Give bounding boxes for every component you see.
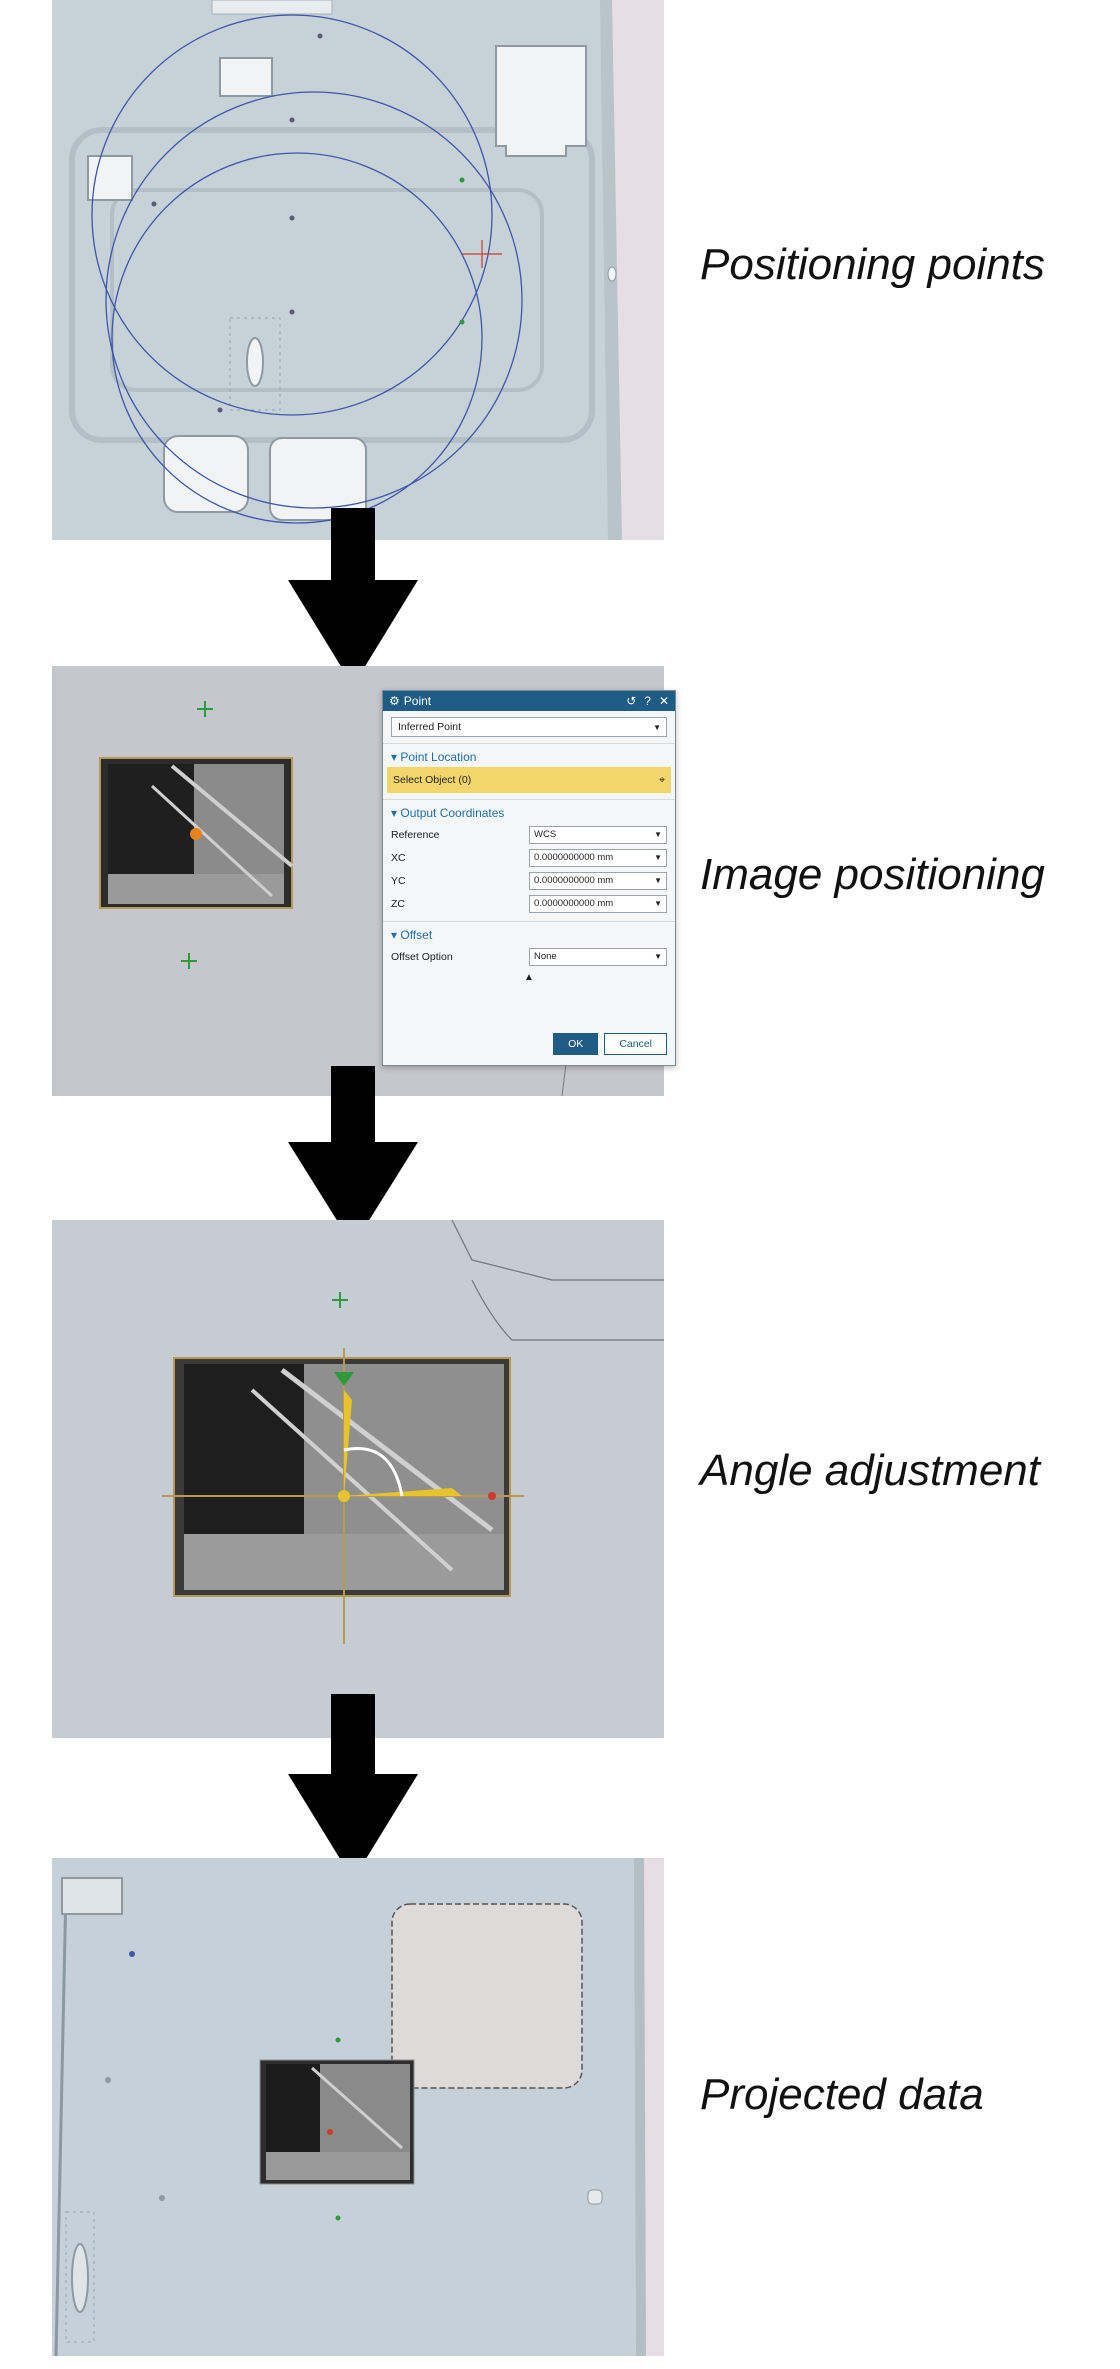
point-select-icon[interactable]: ⌖: [659, 773, 665, 786]
chevron-down-icon: ▼: [654, 952, 662, 961]
chevron-down-icon: ▼: [654, 876, 662, 885]
point-type-dropdown[interactable]: [391, 717, 667, 737]
close-icon[interactable]: ✕: [658, 694, 669, 708]
yc-row: [383, 869, 675, 892]
reference-label: Reference: [391, 828, 440, 841]
step-label-projected-data: Projected data: [700, 2070, 984, 2119]
reference-dropdown[interactable]: [529, 826, 667, 844]
dialog-title: Point: [403, 694, 432, 708]
point-location-header-label: Point Location: [400, 750, 477, 764]
chevron-down-icon: ▼: [653, 722, 661, 732]
offset-header-label: Offset: [400, 928, 433, 942]
arrow-down-icon: [288, 1066, 418, 1246]
step-label-angle-adjustment: Angle adjustment: [700, 1446, 1040, 1495]
yc-value: 0.0000000000 mm: [534, 875, 614, 886]
offset-option-row: [383, 945, 675, 968]
zc-value: 0.0000000000 mm: [534, 898, 614, 909]
yc-field[interactable]: [529, 872, 667, 890]
xc-value: 0.0000000000 mm: [534, 852, 614, 863]
cad-viewport-4: [52, 1858, 664, 2356]
chevron-down-icon: ▼: [654, 899, 662, 908]
step-label-positioning-points: Positioning points: [700, 240, 1045, 289]
dialog-buttons: [553, 1033, 667, 1055]
zc-label: ZC: [391, 897, 405, 910]
help-icon[interactable]: ?: [644, 694, 651, 708]
reference-value: WCS: [534, 829, 557, 840]
offset-option-label: Offset Option: [391, 950, 453, 963]
point-type-value: Inferred Point: [398, 721, 462, 733]
arrow-down-icon: [288, 1694, 418, 1880]
chevron-down-icon: ▼: [654, 830, 662, 839]
point-dialog: [382, 690, 676, 1066]
panel-image-positioning: [52, 666, 669, 1096]
xc-row: [383, 846, 675, 869]
chevron-down-icon: ▼: [654, 853, 662, 862]
collapse-icon[interactable]: ▲: [524, 972, 534, 983]
arrow-down-icon: [288, 508, 418, 686]
reference-row: [383, 823, 675, 846]
cad-viewport-1: [52, 0, 664, 540]
xc-label: XC: [391, 851, 406, 864]
settings-icon[interactable]: ⚙: [389, 694, 400, 708]
reset-icon[interactable]: ↺: [626, 694, 637, 708]
xc-field[interactable]: [529, 849, 667, 867]
panel-projected-data: [52, 1858, 664, 2356]
offset-header[interactable]: ▾ Offset: [383, 921, 675, 945]
output-coordinates-header[interactable]: ▾ Output Coordinates: [383, 799, 675, 823]
offset-option-dropdown[interactable]: [529, 948, 667, 966]
select-object-label: Select Object (0): [393, 774, 472, 786]
cancel-button[interactable]: Cancel: [604, 1033, 667, 1055]
panel-angle-adjustment: [52, 1220, 664, 1738]
zc-row: [383, 892, 675, 915]
ok-button[interactable]: OK: [553, 1033, 598, 1055]
dialog-titlebar: [383, 691, 675, 711]
select-object-row[interactable]: [387, 767, 671, 793]
offset-option-value: None: [534, 951, 557, 962]
point-location-header[interactable]: ▾ Point Location: [383, 743, 675, 767]
step-label-image-positioning: Image positioning: [700, 850, 1045, 899]
cad-viewport-3: [52, 1220, 664, 1738]
yc-label: YC: [391, 874, 406, 887]
zc-field[interactable]: [529, 895, 667, 913]
panel-positioning-points: [52, 0, 664, 540]
output-coordinates-header-label: Output Coordinates: [400, 806, 505, 820]
